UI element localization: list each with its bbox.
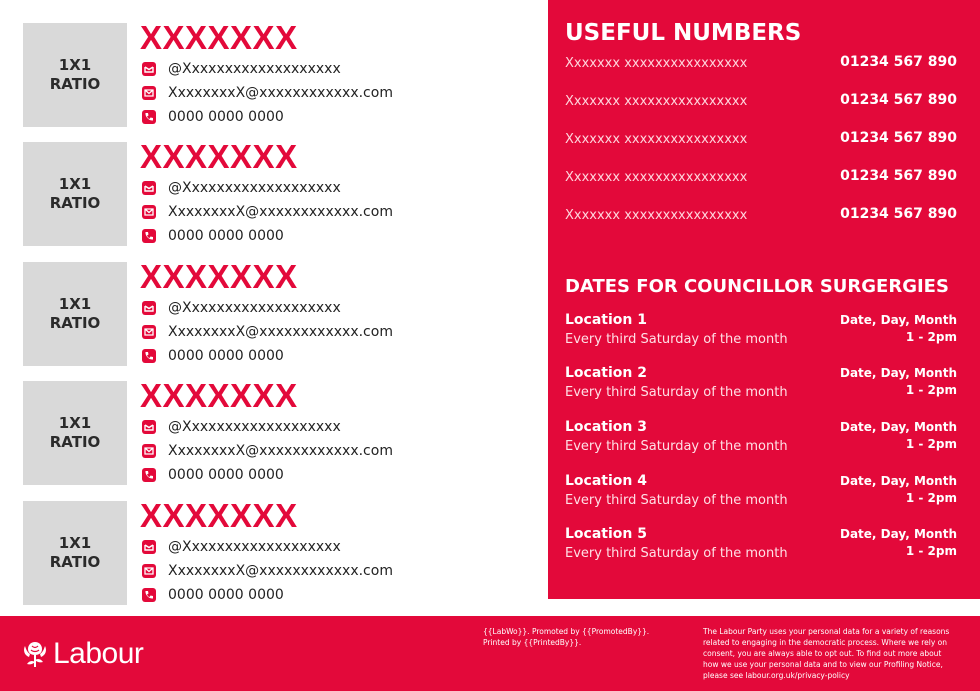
surgery-date: Date, Day, Month xyxy=(840,474,957,488)
useful-number-value[interactable]: 01234 567 890 xyxy=(840,92,957,108)
surgery-time: 1 - 2pm xyxy=(905,330,957,344)
twitter-handle[interactable]: @Xxxxxxxxxxxxxxxxxxx xyxy=(168,300,341,316)
phone-row xyxy=(142,227,284,245)
phone-icon xyxy=(142,468,156,482)
phone-number[interactable]: 0000 0000 0000 xyxy=(168,467,284,483)
twitter-icon xyxy=(142,181,156,195)
surgery-location: Location 3 xyxy=(565,419,647,435)
email-address[interactable]: XxxxxxxxX@xxxxxxxxxxxx.com xyxy=(168,204,393,220)
councillor-card xyxy=(23,258,523,366)
email-row xyxy=(142,562,393,580)
surgery-time: 1 - 2pm xyxy=(905,544,957,558)
councillor-card xyxy=(23,497,523,605)
useful-number-value[interactable]: 01234 567 890 xyxy=(840,54,957,70)
useful-number-row xyxy=(565,54,957,74)
useful-number-row xyxy=(565,130,957,150)
photo-placeholder xyxy=(23,381,127,485)
twitter-icon xyxy=(142,540,156,554)
photo-placeholder-line: 1X1 xyxy=(58,295,92,313)
email-icon xyxy=(142,86,156,100)
useful-number-value[interactable]: 01234 567 890 xyxy=(840,206,957,222)
photo-placeholder xyxy=(23,23,127,127)
surgery-row xyxy=(565,365,957,405)
phone-row xyxy=(142,586,284,604)
councillor-card xyxy=(23,377,523,485)
photo-placeholder xyxy=(23,262,127,366)
twitter-handle[interactable]: @Xxxxxxxxxxxxxxxxxxx xyxy=(168,180,341,196)
twitter-row xyxy=(142,60,341,78)
email-address[interactable]: XxxxxxxxX@xxxxxxxxxxxx.com xyxy=(168,85,393,101)
surgery-date-time xyxy=(840,473,957,507)
councillor-card xyxy=(23,138,523,246)
rose-icon xyxy=(22,640,48,668)
surgery-row xyxy=(565,473,957,513)
labour-logo xyxy=(22,638,143,670)
surgery-date: Date, Day, Month xyxy=(840,420,957,434)
info-panel xyxy=(548,0,980,599)
useful-number-value[interactable]: 01234 567 890 xyxy=(840,130,957,146)
phone-number[interactable]: 0000 0000 0000 xyxy=(168,228,284,244)
surgery-location: Location 5 xyxy=(565,526,647,542)
useful-number-label: Xxxxxxx xxxxxxxxxxxxxxxx xyxy=(565,170,748,185)
useful-number-row xyxy=(565,168,957,188)
councillor-name: XXXXXXX xyxy=(140,258,298,295)
surgery-frequency: Every third Saturday of the month xyxy=(565,546,788,561)
phone-icon xyxy=(142,229,156,243)
photo-placeholder-line: 1X1 xyxy=(58,175,92,193)
surgery-location: Location 1 xyxy=(565,312,647,328)
photo-placeholder-line: RATIO xyxy=(49,75,101,93)
phone-icon xyxy=(142,588,156,602)
phone-row xyxy=(142,466,284,484)
phone-icon xyxy=(142,349,156,363)
councillor-name: XXXXXXX xyxy=(140,19,298,56)
labour-wordmark: Labour xyxy=(53,637,144,670)
surgery-date: Date, Day, Month xyxy=(840,366,957,380)
email-row xyxy=(142,84,393,102)
email-icon xyxy=(142,205,156,219)
surgery-time: 1 - 2pm xyxy=(905,383,957,397)
email-address[interactable]: XxxxxxxxX@xxxxxxxxxxxx.com xyxy=(168,324,393,340)
useful-number-label: Xxxxxxx xxxxxxxxxxxxxxxx xyxy=(565,208,748,223)
councillor-card xyxy=(23,19,523,127)
photo-placeholder-line: 1X1 xyxy=(58,56,92,74)
councillor-name: XXXXXXX xyxy=(140,138,298,175)
councillor-name: XXXXXXX xyxy=(140,497,298,534)
surgery-date: Date, Day, Month xyxy=(840,313,957,327)
surgery-date: Date, Day, Month xyxy=(840,527,957,541)
surgery-location: Location 4 xyxy=(565,473,647,489)
photo-placeholder-line: 1X1 xyxy=(58,534,92,552)
surgery-frequency: Every third Saturday of the month xyxy=(565,332,788,347)
email-icon xyxy=(142,564,156,578)
email-address[interactable]: XxxxxxxxX@xxxxxxxxxxxx.com xyxy=(168,443,393,459)
twitter-handle[interactable]: @Xxxxxxxxxxxxxxxxxxx xyxy=(168,419,341,435)
phone-number[interactable]: 0000 0000 0000 xyxy=(168,109,284,125)
photo-placeholder xyxy=(23,142,127,246)
useful-number-value[interactable]: 01234 567 890 xyxy=(840,168,957,184)
twitter-row xyxy=(142,179,341,197)
twitter-icon xyxy=(142,420,156,434)
email-row xyxy=(142,323,393,341)
photo-placeholder-line: RATIO xyxy=(49,314,101,332)
surgery-frequency: Every third Saturday of the month xyxy=(565,493,788,508)
photo-placeholder-line: 1X1 xyxy=(58,414,92,432)
email-icon xyxy=(142,325,156,339)
email-address[interactable]: XxxxxxxxX@xxxxxxxxxxxx.com xyxy=(168,563,393,579)
footer-bar xyxy=(0,616,980,691)
surgery-location: Location 2 xyxy=(565,365,647,381)
twitter-row xyxy=(142,299,341,317)
useful-number-label: Xxxxxxx xxxxxxxxxxxxxxxx xyxy=(565,132,748,147)
email-row xyxy=(142,203,393,221)
phone-number[interactable]: 0000 0000 0000 xyxy=(168,348,284,364)
phone-icon xyxy=(142,110,156,124)
twitter-icon xyxy=(142,62,156,76)
phone-row xyxy=(142,108,284,126)
surgery-row xyxy=(565,312,957,352)
useful-number-label: Xxxxxxx xxxxxxxxxxxxxxxx xyxy=(565,56,748,71)
photo-placeholder-line: RATIO xyxy=(49,433,101,451)
twitter-handle[interactable]: @Xxxxxxxxxxxxxxxxxxx xyxy=(168,539,341,555)
email-icon xyxy=(142,444,156,458)
councillor-name: XXXXXXX xyxy=(140,377,298,414)
useful-number-row xyxy=(565,206,957,226)
twitter-row xyxy=(142,418,341,436)
imprint-text: {{LabWo}}. Promoted by {{PromotedBy}}. Printed by {{PrintedBy}}. xyxy=(483,627,650,647)
surgery-time: 1 - 2pm xyxy=(905,491,957,505)
useful-number-label: Xxxxxxx xxxxxxxxxxxxxxxx xyxy=(565,94,748,109)
surgery-date-time xyxy=(840,419,957,453)
surgeries-heading: DATES FOR COUNCILLOR SURGERGIES xyxy=(565,276,949,297)
surgery-row xyxy=(565,526,957,566)
email-row xyxy=(142,442,393,460)
surgery-date-time xyxy=(840,312,957,346)
surgery-date-time xyxy=(840,365,957,399)
useful-numbers-heading: USEFUL NUMBERS xyxy=(565,20,802,46)
twitter-row xyxy=(142,538,341,556)
surgery-date-time xyxy=(840,526,957,560)
surgery-frequency: Every third Saturday of the month xyxy=(565,385,788,400)
phone-row xyxy=(142,347,284,365)
surgery-time: 1 - 2pm xyxy=(905,437,957,451)
photo-placeholder xyxy=(23,501,127,605)
photo-placeholder-line: RATIO xyxy=(49,553,101,571)
surgery-frequency: Every third Saturday of the month xyxy=(565,439,788,454)
surgery-row xyxy=(565,419,957,459)
useful-number-row xyxy=(565,92,957,112)
councillor-list xyxy=(0,0,548,616)
twitter-icon xyxy=(142,301,156,315)
twitter-handle[interactable]: @Xxxxxxxxxxxxxxxxxxx xyxy=(168,61,341,77)
photo-placeholder-line: RATIO xyxy=(49,194,101,212)
privacy-notice: The Labour Party uses your personal data for a variety of reasons related to engaging in the democratic process. Where we rely on consent, you are always able to opt out. To find out more about how we use your personal data and to view our Profiling Notice, please see labour.org.uk/privacy-policy xyxy=(703,627,950,680)
phone-number[interactable]: 0000 0000 0000 xyxy=(168,587,284,603)
